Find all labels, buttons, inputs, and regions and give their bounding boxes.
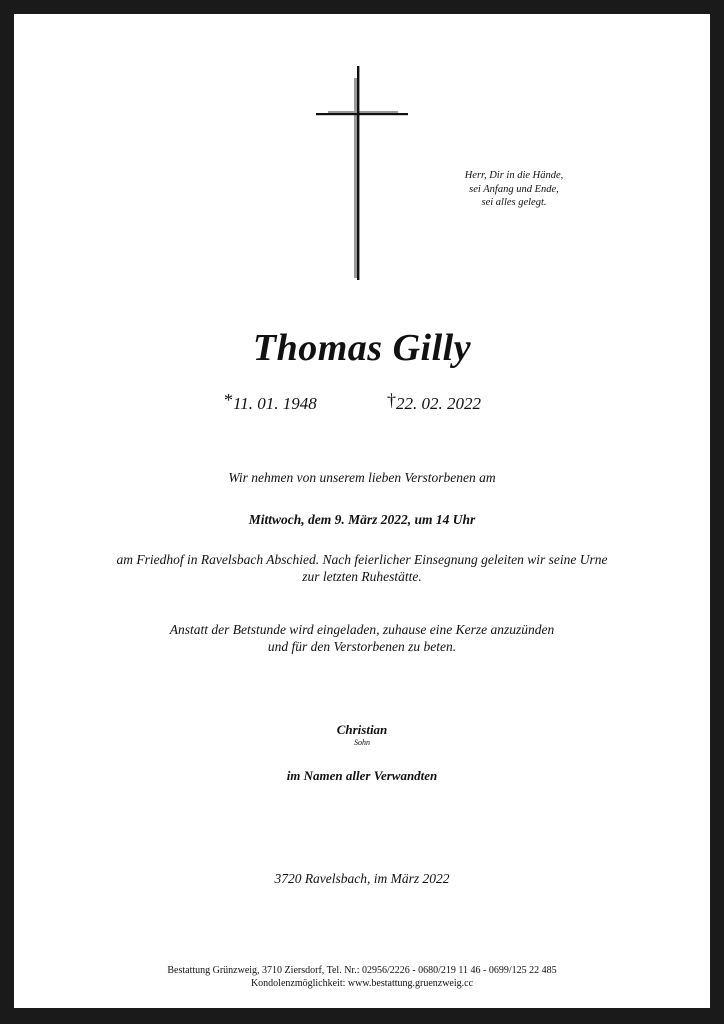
funeral-date-time: Mittwoch, dem 9. März 2022, um 14 Uhr — [248, 512, 476, 527]
birth-star-icon: * — [224, 390, 233, 410]
signer-name: Christian — [336, 722, 388, 737]
ceremony-text — [14, 551, 710, 585]
footer — [14, 964, 710, 990]
announcement-intro: Wir nehmen von unserem lieben Verstorbenen am — [228, 470, 496, 485]
verse-line: Herr, Dir in die Hände, — [464, 170, 564, 181]
funeral-home-contact: Bestattung Grünzweig, 3710 Ziersdorf, Tel. Nr.: 02956/2226 - 0680/219 11 46 - 0699/125 22 485 — [167, 965, 557, 976]
birth-date-group — [224, 392, 317, 415]
death-date-group — [387, 392, 481, 415]
death-dagger-icon: † — [387, 390, 396, 410]
signer-relation: Sohn — [354, 738, 370, 747]
death-date: 22. 02. 2022 — [396, 394, 481, 413]
ceremony-line: am Friedhof in Ravelsbach Abschied. Nach feierlicher Einsegnung geleiten wir seine Urne — [116, 552, 608, 567]
obituary-sheet — [14, 14, 710, 1008]
birth-date: 11. 01. 1948 — [233, 394, 317, 413]
cross-icon — [314, 64, 410, 284]
verse-line: sei Anfang und Ende, — [469, 183, 559, 195]
candle-note-line: Anstatt der Betstunde wird eingeladen, zuhause eine Kerze anzuzünden — [169, 622, 555, 637]
family-line: im Namen aller Verwandten — [286, 768, 438, 783]
place-date: 3720 Ravelsbach, im März 2022 — [274, 871, 450, 886]
deceased-name: Thomas Gilly — [252, 327, 472, 369]
verse-line: sei alles gelegt. — [481, 197, 547, 208]
candle-note-line: und für den Verstorbenen zu beten. — [267, 639, 457, 654]
candle-note — [14, 621, 710, 655]
verse — [434, 169, 594, 210]
condolence-link: Kondolenzmöglichkeit: www.bestattung.gruenzweig.cc — [250, 978, 474, 989]
ceremony-line: zur letzten Ruhestätte. — [302, 569, 422, 584]
